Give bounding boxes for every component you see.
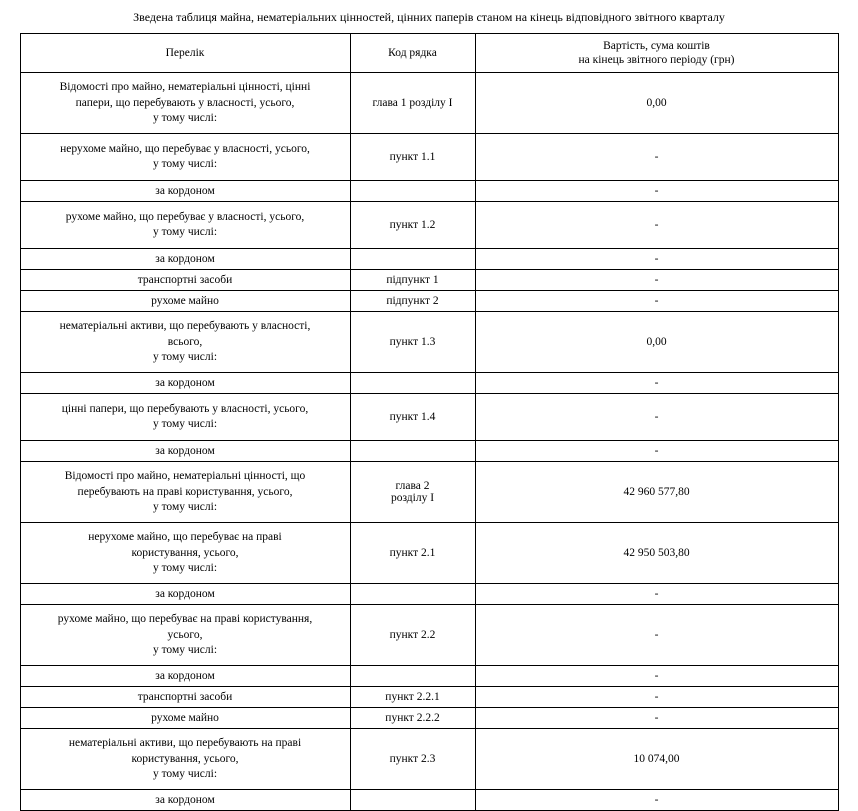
cell-item-name-line: усього, <box>167 628 203 641</box>
cell-row-code-line: розділу I <box>390 492 435 505</box>
cell-row-code <box>350 134 475 181</box>
table-row <box>20 441 838 462</box>
cell-amount: - <box>475 270 838 291</box>
cell-row-code-line: глава 2 <box>395 480 430 493</box>
cell-amount: - <box>475 291 838 312</box>
cell-item-name-line: у тому числі: <box>152 226 218 239</box>
cell-item-name-line: транспортні засоби <box>137 273 233 286</box>
cell-item-name-line: у тому числі: <box>152 351 218 364</box>
cell-item-name <box>20 202 350 249</box>
cell-item-name <box>20 666 350 687</box>
cell-amount: - <box>475 373 838 394</box>
cell-item-name-line: нерухоме майно, що перебуває на праві <box>88 531 282 544</box>
table-row <box>20 373 838 394</box>
cell-row-code-line: пункт 1.4 <box>389 411 436 424</box>
table-row <box>20 394 838 441</box>
column-header-value <box>475 34 838 73</box>
cell-row-code <box>350 666 475 687</box>
cell-row-code <box>350 373 475 394</box>
table-row <box>20 134 838 181</box>
cell-item-name-line: у тому числі: <box>152 768 218 781</box>
cell-row-code <box>350 270 475 291</box>
cell-item-name-line: за кордоном <box>155 587 215 600</box>
cell-amount: 42 950 503,80 <box>475 523 838 584</box>
page-title: Зведена таблиця майна, нематеріальних цінностей, цінних паперів станом на кінець відповідного звітного кварталу <box>133 10 725 24</box>
cell-row-code <box>350 708 475 729</box>
table-row <box>20 270 838 291</box>
cell-amount: - <box>475 441 838 462</box>
cell-row-code-line: пункт 2.2.1 <box>385 691 440 704</box>
cell-item-name <box>20 312 350 373</box>
cell-item-name <box>20 394 350 441</box>
table-row <box>20 687 838 708</box>
cell-amount: - <box>475 584 838 605</box>
cell-amount: - <box>475 249 838 270</box>
table-row <box>20 729 838 790</box>
cell-item-name-line: у тому числі: <box>152 501 218 514</box>
cell-row-code-line: підпункт 2 <box>386 295 439 308</box>
cell-row-code-line: підпункт 1 <box>386 274 439 287</box>
cell-row-code <box>350 181 475 202</box>
cell-item-name-line: у тому числі: <box>152 158 218 171</box>
cell-row-code-line: пункт 1.2 <box>389 219 436 232</box>
table-header <box>20 34 838 73</box>
column-header-value-line2: на кінець звітного періоду (грн) <box>578 54 735 67</box>
table-row <box>20 605 838 666</box>
cell-amount: - <box>475 605 838 666</box>
cell-item-name-line: цінні папери, що перебувають у власності, усього, <box>61 402 309 415</box>
cell-row-code-line: пункт 1.1 <box>389 151 436 164</box>
cell-item-name-line: транспортні засоби <box>137 690 233 703</box>
cell-row-code <box>350 605 475 666</box>
cell-item-name <box>20 687 350 708</box>
cell-row-code-line: пункт 2.2 <box>389 629 436 642</box>
table-row <box>20 312 838 373</box>
cell-row-code <box>350 523 475 584</box>
cell-item-name-line: у тому числі: <box>152 562 218 575</box>
column-header-code: Код рядка <box>350 34 475 73</box>
cell-row-code <box>350 312 475 373</box>
cell-item-name <box>20 584 350 605</box>
cell-item-name <box>20 249 350 270</box>
cell-row-code <box>350 441 475 462</box>
cell-row-code <box>350 729 475 790</box>
cell-item-name-line: за кордоном <box>155 444 215 457</box>
table-body <box>20 73 838 811</box>
cell-row-code <box>350 291 475 312</box>
cell-item-name-line: Відомості про майно, нематеріальні цінності, що <box>64 470 306 483</box>
cell-item-name <box>20 729 350 790</box>
cell-row-code-line: пункт 2.3 <box>389 753 436 766</box>
cell-item-name-line: користування, усього, <box>131 752 239 765</box>
table-row <box>20 181 838 202</box>
cell-amount: 42 960 577,80 <box>475 462 838 523</box>
cell-item-name <box>20 181 350 202</box>
cell-amount: - <box>475 202 838 249</box>
cell-item-name <box>20 605 350 666</box>
cell-item-name <box>20 441 350 462</box>
cell-row-code-line: пункт 2.1 <box>389 547 436 560</box>
table-row <box>20 249 838 270</box>
cell-item-name <box>20 291 350 312</box>
cell-amount: - <box>475 687 838 708</box>
cell-item-name <box>20 790 350 811</box>
cell-row-code <box>350 687 475 708</box>
cell-item-name-line: рухоме майно <box>151 294 219 307</box>
cell-row-code-line: глава 1 розділу I <box>372 97 453 110</box>
table-row <box>20 708 838 729</box>
cell-row-code <box>350 790 475 811</box>
cell-item-name-line: Відомості про майно, нематеріальні цінності, цінні <box>59 81 311 94</box>
cell-item-name-line: рухоме майно <box>151 711 219 724</box>
table-row <box>20 202 838 249</box>
cell-amount: 0,00 <box>475 73 838 134</box>
cell-item-name <box>20 134 350 181</box>
cell-item-name-line: нерухоме майно, що перебуває у власності, усього, <box>60 142 310 155</box>
cell-item-name <box>20 523 350 584</box>
cell-item-name <box>20 270 350 291</box>
cell-row-code <box>350 73 475 134</box>
cell-item-name-line: всього, <box>167 335 203 348</box>
property-summary-table <box>20 33 839 811</box>
cell-item-name-line: за кордоном <box>155 669 215 682</box>
cell-row-code-line: пункт 2.2.2 <box>385 712 440 725</box>
cell-row-code <box>350 202 475 249</box>
cell-row-code <box>350 584 475 605</box>
cell-amount: - <box>475 181 838 202</box>
cell-item-name-line: у тому числі: <box>152 112 218 125</box>
cell-item-name <box>20 462 350 523</box>
table-row <box>20 73 838 134</box>
table-row <box>20 462 838 523</box>
cell-item-name <box>20 373 350 394</box>
cell-item-name <box>20 708 350 729</box>
cell-amount: - <box>475 666 838 687</box>
cell-item-name-line: у тому числі: <box>152 418 218 431</box>
column-header-name: Перелік <box>20 34 350 73</box>
table-row <box>20 790 838 811</box>
cell-item-name-line: за кордоном <box>155 793 215 806</box>
cell-row-code <box>350 394 475 441</box>
cell-amount: - <box>475 394 838 441</box>
cell-item-name-line: перебувають на праві користування, усього, <box>77 485 293 498</box>
table-row <box>20 291 838 312</box>
cell-item-name-line: за кордоном <box>155 252 215 265</box>
column-header-value-line1: Вартість, сума коштів <box>603 40 710 53</box>
cell-item-name-line: рухоме майно, що перебуває на праві користування, <box>57 613 313 626</box>
cell-item-name-line: користування, усього, <box>131 546 239 559</box>
cell-item-name-line: нематеріальні активи, що перебувають на праві <box>68 737 302 750</box>
cell-row-code <box>350 249 475 270</box>
cell-item-name-line: у тому числі: <box>152 644 218 657</box>
cell-item-name-line: за кордоном <box>155 184 215 197</box>
table-header-row <box>20 34 838 73</box>
table-row <box>20 584 838 605</box>
cell-amount: - <box>475 134 838 181</box>
cell-item-name-line: рухоме майно, що перебуває у власності, усього, <box>65 210 305 223</box>
cell-item-name-line: папери, що перебувають у власності, усього, <box>75 96 295 109</box>
table-row <box>20 666 838 687</box>
cell-amount: - <box>475 708 838 729</box>
cell-row-code-line: пункт 1.3 <box>389 336 436 349</box>
table-row <box>20 523 838 584</box>
cell-item-name <box>20 73 350 134</box>
cell-amount: 10 074,00 <box>475 729 838 790</box>
cell-amount: 0,00 <box>475 312 838 373</box>
cell-row-code <box>350 462 475 523</box>
cell-amount: - <box>475 790 838 811</box>
cell-item-name-line: нематеріальні активи, що перебувають у власності, <box>59 320 311 333</box>
cell-item-name-line: за кордоном <box>155 376 215 389</box>
